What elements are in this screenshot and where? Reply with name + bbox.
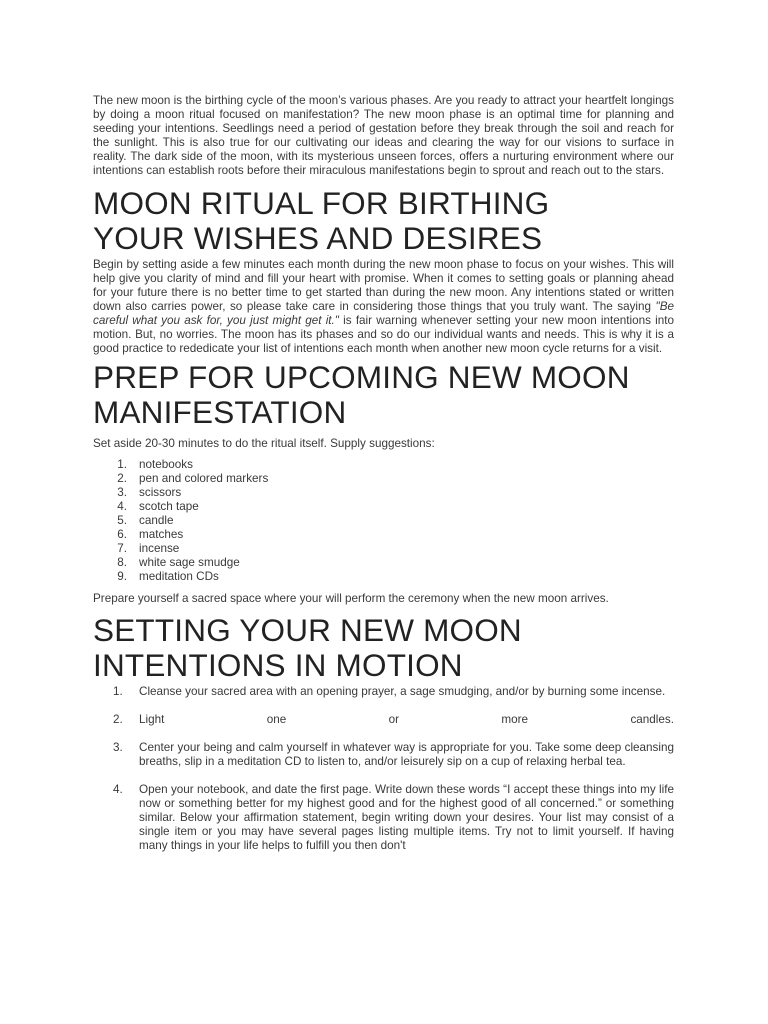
list-item — [93, 500, 674, 514]
section-heading-intentions — [93, 613, 674, 683]
list-item — [93, 685, 674, 699]
list-number: 1. — [113, 685, 123, 698]
heading-line: MANIFESTATION — [93, 394, 347, 430]
list-number: 4. — [113, 783, 123, 796]
list-item — [93, 713, 674, 727]
list-number: 8. — [117, 556, 127, 569]
list-text: scissors — [139, 486, 182, 499]
list-number: 4. — [117, 500, 127, 513]
list-text: candle — [139, 514, 174, 527]
list-number: 5. — [117, 514, 127, 527]
list-item — [93, 514, 674, 528]
supplies-list — [93, 458, 674, 584]
list-text: incense — [139, 542, 180, 555]
paragraph-text: is fair warning whenever setting your new moon intentions into motion. But, no worries. The moon has its phases and so do our individual wants and needs. This is why it is a good practice to rededicate your list of intentions each month when another new moon cycle returns for a visit. — [93, 314, 674, 355]
list-text: Light one or more candles. — [139, 713, 674, 726]
list-text: matches — [139, 528, 184, 541]
list-item — [93, 528, 674, 542]
list-text: Open your notebook, and date the first page. Write down these words “I accept these things into my life now or something better for my highest good and for the highest good of all concerned.” or something similar. Below your affirmation statement, begin writing down your desires. Your list may consist of a single item or you may have several pages listing multiple items. Try not to limit yourself. If having many things in your life helps to fulfill you then don't — [139, 783, 674, 852]
list-text: notebooks — [139, 458, 193, 471]
prep-intro: Set aside 20-30 minutes to do the ritual itself. Supply suggestions: — [93, 437, 435, 450]
heading-line: SETTING YOUR NEW MOON — [93, 612, 522, 648]
list-item — [93, 783, 674, 853]
list-item — [93, 486, 674, 500]
list-item — [93, 570, 674, 584]
intro-paragraph: The new moon is the birthing cycle of the moon’s various phases. Are you ready to attract your heartfelt longings by doing a moon ritual focused on manifestation? The new moon phase is an optimal time for planning and seeding your intentions. Seedlings need a period of gestation before they break through the soil and reach for the sunlight. This is also true for our cultivating our ideas and clearing the way for our visions to surface in reality. The dark side of the moon, with its mysterious unseen forces, offers a nurturing environment where our intentions can establish roots before their miraculous manifestations begin to sprout and reach out to the stars. — [93, 94, 674, 177]
list-text: meditation CDs — [139, 570, 219, 583]
list-item — [93, 542, 674, 556]
heading-line: PREP FOR UPCOMING NEW MOON — [93, 359, 630, 395]
list-text: Center your being and calm yourself in whatever way is appropriate for you. Take some deep cleansing breaths, slip in a meditation CD to listen to, and/or leisurely sip on a cup of relaxing herbal tea. — [139, 741, 674, 768]
quote-text: "Be careful what you ask for, you just might get it." — [93, 300, 674, 327]
list-number: 3. — [117, 486, 127, 499]
prep-closing: Prepare yourself a sacred space where your will perform the ceremony when the new moon arrives. — [93, 592, 609, 605]
list-text: white sage smudge — [139, 556, 240, 569]
document-page — [93, 94, 674, 853]
list-text: scotch tape — [139, 500, 199, 513]
list-item — [93, 472, 674, 486]
list-number: 6. — [117, 528, 127, 541]
list-number: 7. — [117, 542, 127, 555]
section-heading-prep — [93, 360, 674, 430]
list-number: 1. — [117, 458, 127, 471]
list-item — [93, 556, 674, 570]
list-number: 2. — [113, 713, 123, 726]
birthing-paragraph — [93, 258, 674, 356]
list-text: pen and colored markers — [139, 472, 269, 485]
section-heading-birthing — [93, 186, 674, 256]
list-number: 2. — [117, 472, 127, 485]
list-item — [93, 741, 674, 769]
list-text: Cleanse your sacred area with an opening prayer, a sage smudging, and/or by burning some incense. — [139, 685, 666, 698]
heading-line: YOUR WISHES AND DESIRES — [93, 220, 543, 256]
heading-line: MOON RITUAL FOR BIRTHING — [93, 185, 550, 221]
heading-line: INTENTIONS IN MOTION — [93, 647, 463, 683]
list-number: 9. — [117, 570, 127, 583]
list-number: 3. — [113, 741, 123, 754]
steps-list — [93, 685, 674, 853]
list-item — [93, 458, 674, 472]
paragraph-text: Begin by setting aside a few minutes each month during the new moon phase to focus on your wishes. This will help give you clarity of mind and fill your heart with promise. When it comes to setting goals or planning ahead for your future there is no better time to get started than during the new moon. Any intentions stated or written down also carries power, so please take care in considering those things that you truly want. The saying — [93, 258, 674, 313]
